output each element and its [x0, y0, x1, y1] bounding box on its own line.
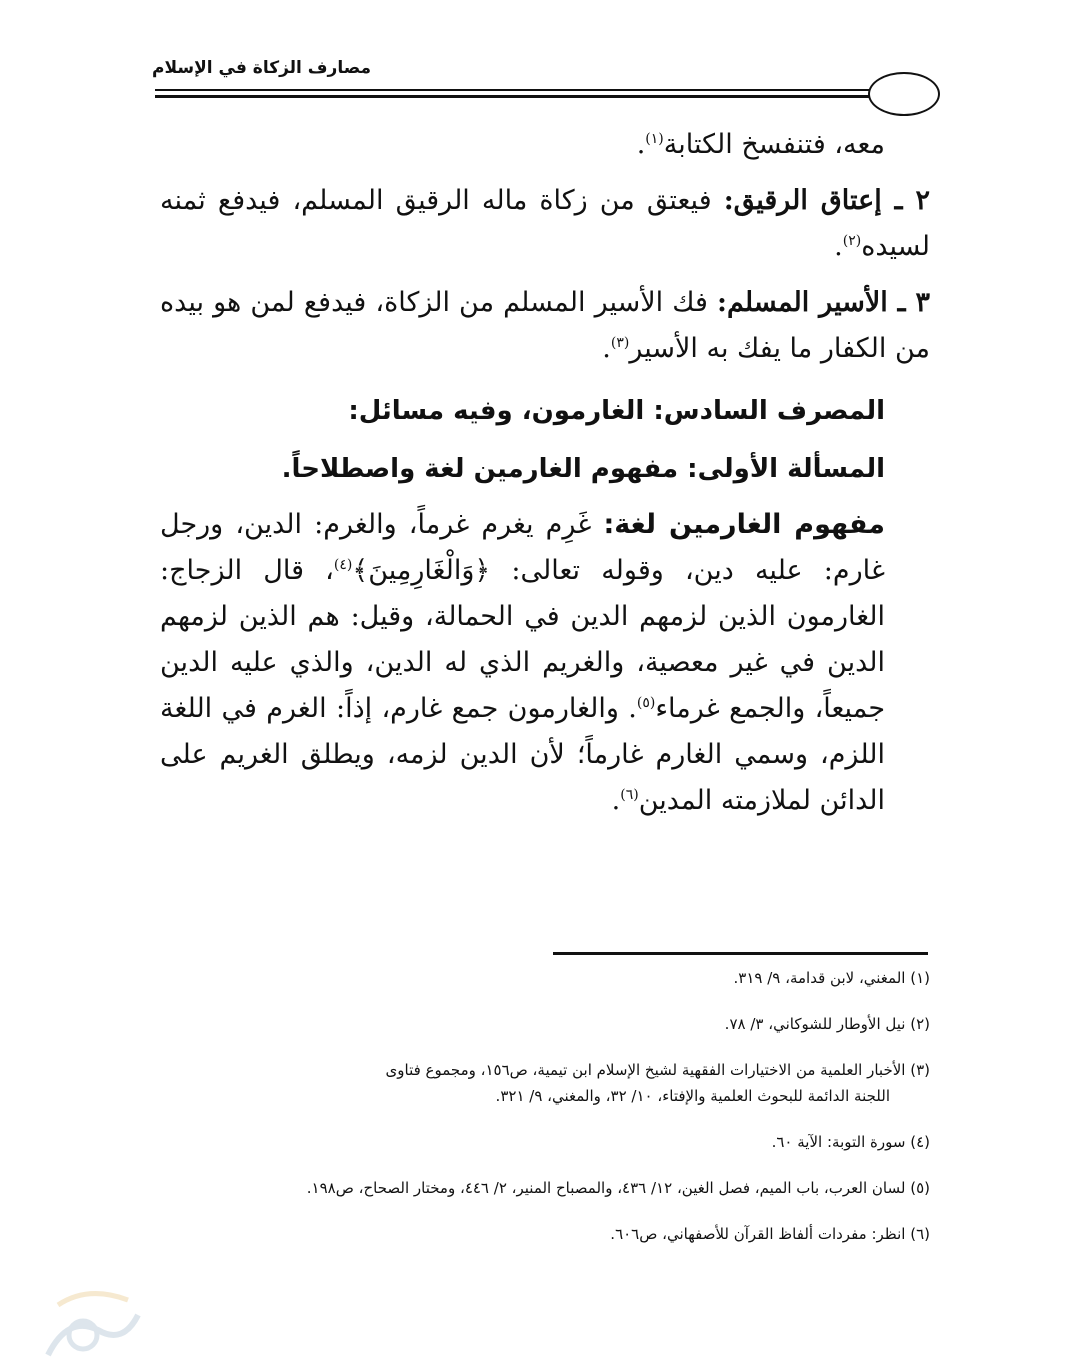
footnote-3-line2: اللجنة الدائمة للبحوث العلمية والإفتاء، ١٠/ ٣٢، والمغني، ٩/ ٣٢١. [495, 1087, 890, 1105]
footnote-4: (٤) سورة التوبة: الآية ٦٠. [771, 1133, 930, 1151]
list-item-3 [160, 280, 930, 372]
footnote-ref-5[interactable]: (٥) [636, 695, 656, 711]
footnote-1: (١) المغني، لابن قدامة، ٩/ ٣١٩. [733, 969, 930, 987]
section-heading: المصرف السادس: الغارمون، وفيه مسائل: [348, 396, 885, 426]
footnote-2: (٢) نيل الأوطار للشوكاني، ٣/ ٧٨. [724, 1015, 930, 1033]
page-header [0, 0, 1071, 140]
header-rule-thick [155, 95, 875, 98]
definition-label: مفهوم الغارمين لغة: [603, 509, 885, 540]
footnote-ref-3[interactable]: (٣) [610, 335, 630, 351]
header-rule-thin [155, 89, 875, 91]
period: . [602, 333, 611, 364]
footnote-ref-4[interactable]: (٤) [333, 557, 353, 573]
period: . [636, 129, 646, 160]
text-run: معه، فتنفسخ الكتابة [663, 129, 885, 160]
publisher-logo-watermark-icon [28, 1275, 158, 1370]
list-item-2 [160, 178, 930, 270]
footnote-ref-1[interactable]: (١) [645, 131, 664, 147]
period: . [611, 785, 621, 816]
text-run: ، قال الزجاج: الغارمون الذين لزمهم الدين في الحمالة، وقيل: هم الذين لزمهم الدين في غير معصية، والغريم الذي له الدين، والذي عليه الدين جميعاً، والجمع غرماء [160, 555, 886, 724]
footnote-5: (٥) لسان العرب، باب الميم، فصل الغين، ١٢/ ٤٣٦، والمصباح المنير، ٢/ ٤٤٦، ومختار الصحاح، ص١٩٨. [306, 1179, 930, 1197]
footnote-ref-2[interactable]: (٢) [842, 233, 862, 249]
period: . [834, 231, 843, 262]
item-text: فك الأسير المسلم من الزكاة، فيدفع لمن هو بيده من الكفار ما يفك به الأسير [160, 287, 930, 364]
running-title: مصارف الزكاة في الإسلام [152, 58, 371, 78]
subsection-heading: المسألة الأولى: مفهوم الغارمين لغة واصطلاحاً. [281, 454, 885, 484]
footnote-3-line1: (٣) الأخبار العلمية من الاختيارات الفقهية لشيخ الإسلام ابن تيمية، ص١٥٦، ومجموع فتاوى [385, 1061, 930, 1079]
item-label: ٣ ـ الأسير المسلم: [716, 287, 930, 318]
continuation-line [160, 122, 930, 168]
main-text [160, 122, 930, 824]
text-run: . والغارمون جمع غارم، إذاً: الغرم في اللغة اللزم، وسمي الغارم غارماً؛ لأن الدين لزمه، ويطلق الغريم على الدائن لملازمته المدين [160, 693, 885, 816]
page-number-oval [868, 72, 940, 116]
text-run: غَرِم يغرم غرماً، والغرم: الدين، ورجل غارم: عليه دين، وقوله تعالى: ﴿وَالْغَارِمِينَ﴾ [160, 509, 886, 586]
definition-paragraph [160, 502, 930, 824]
footnote-3 [160, 1057, 930, 1109]
footnotes [160, 965, 930, 1267]
item-text: فيعتق من زكاة ماله الرقيق المسلم، فيدفع ثمنه لسيده [160, 185, 930, 262]
footnote-ref-6[interactable]: (٦) [620, 787, 639, 803]
footnote-separator [553, 952, 928, 955]
footnote-6: (٦) انظر: مفردات ألفاظ القرآن للأصفهاني، ص٦٠٦. [610, 1225, 930, 1243]
item-label: ٢ ـ إعتاق الرقيق: [723, 185, 930, 216]
